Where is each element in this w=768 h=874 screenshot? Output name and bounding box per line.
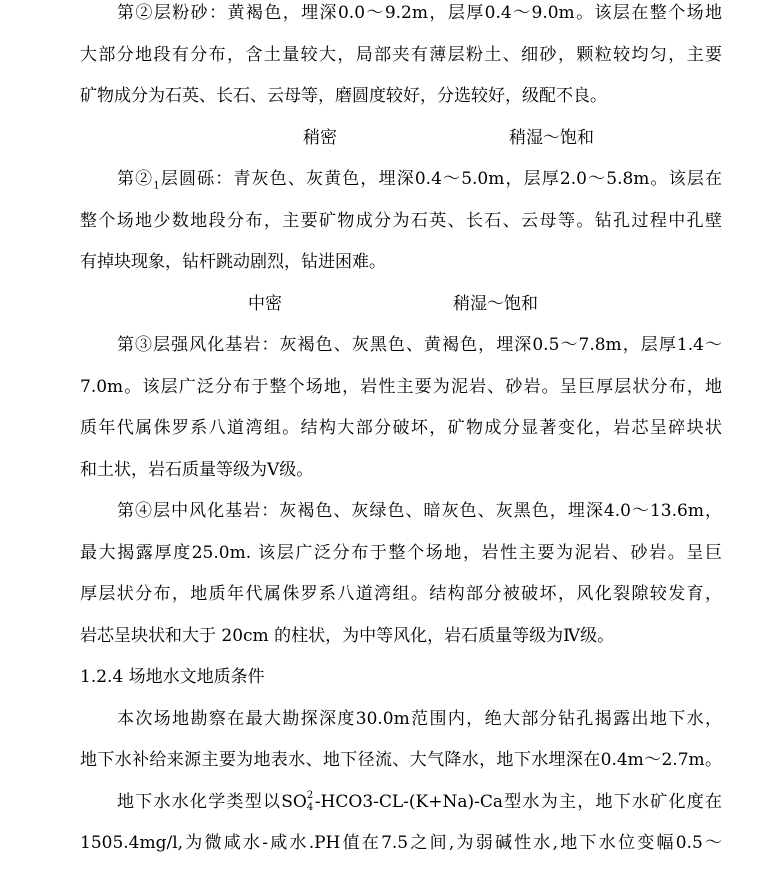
superscript: 2 <box>306 789 314 801</box>
paragraph-line: 最大揭露厚度25.0m. 该层广泛分布于整个场地，岩性主要为泥岩、砂岩。呈巨 <box>80 542 722 563</box>
humidity-label: 稍湿～饱和 <box>509 127 594 148</box>
text-segment: 层圆砾：青灰色、灰黄色，埋深0.4～5.0m，层厚2.0～5.8m。该层在 <box>159 169 722 189</box>
text-segment: 第② <box>117 169 154 189</box>
paragraph-line: 矿物成分为石英、长石、云母等，磨圆度较好，分选较好，级配不良。 <box>80 86 607 106</box>
density-label: 稍密 <box>303 127 337 148</box>
chem-index <box>306 789 315 813</box>
paragraph-line: 岩芯呈块状和大于 20cm 的柱状，为中等风化，岩石质量等级为Ⅳ级。 <box>80 625 615 646</box>
paragraph-line: 和土状，岩石质量等级为Ⅴ级。 <box>80 459 314 480</box>
text-segment: 地下水水化学类型以SO <box>117 791 307 812</box>
paragraph-line: 第③层强风化基岩：灰褐色、灰黑色、黄褐色，埋深0.5～7.8m，层厚1.4～ <box>117 335 722 355</box>
paragraph-line: 有掉块现象，钻杆跳动剧烈，钻进困难。 <box>80 252 386 272</box>
section-heading: 1.2.4 场地水文地质条件 <box>80 667 265 687</box>
paragraph-line: 1505.4mg/l,为微咸水-咸水.PH值在7.5之间,为弱碱性水,地下水位变幅0.5～ <box>80 833 722 853</box>
density-humidity-row <box>80 118 722 160</box>
subscript: 4 <box>306 801 314 813</box>
paragraph-line: 7.0m。该层广泛分布于整个场地，岩性主要为泥岩、砂岩。呈巨厚层状分布，地 <box>80 376 722 397</box>
paragraph-line: 大部分地段有分布，含土量较大，局部夹有薄层粉土、细砂，颗粒较均匀，主要 <box>80 44 722 65</box>
paragraph-line: 质年代属侏罗系八道湾组。结构大部分破坏，矿物成分显著变化，岩芯呈碎块状 <box>80 418 722 438</box>
paragraph-line <box>80 159 722 201</box>
density-label: 中密 <box>248 293 282 314</box>
subscript: 1 <box>153 180 160 192</box>
text-segment: -HCO3-CL-(K+Na)-Ca型水为主，地下水矿化度在 <box>314 791 722 812</box>
paragraph-line: 本次场地勘察在最大勘探深度30.0m范围内，绝大部分钻孔揭露出地下水， <box>117 708 722 729</box>
document-page <box>80 0 722 865</box>
paragraph-line: 第④层中风化基岩：灰褐色、灰绿色、暗灰色、灰黑色，埋深4.0～13.6m， <box>117 501 722 521</box>
paragraph-line: 厚层状分布，地质年代属侏罗系八道湾组。结构部分被破坏，风化裂隙较发育， <box>80 584 722 604</box>
humidity-label: 稍湿～饱和 <box>453 293 538 314</box>
density-humidity-row <box>80 284 722 326</box>
paragraph-line: 整个场地少数地段分布，主要矿物成分为石英、长石、云母等。钻孔过程中孔壁 <box>80 210 722 231</box>
paragraph-line <box>80 782 722 824</box>
paragraph-line: 地下水补给来源主要为地表水、地下径流、大气降水，地下水埋深在0.4m～2.7m。 <box>80 750 722 770</box>
paragraph-line: 第②层粉砂：黄褐色，埋深0.0～9.2m，层厚0.4～9.0m。该层在整个场地 <box>117 3 722 23</box>
